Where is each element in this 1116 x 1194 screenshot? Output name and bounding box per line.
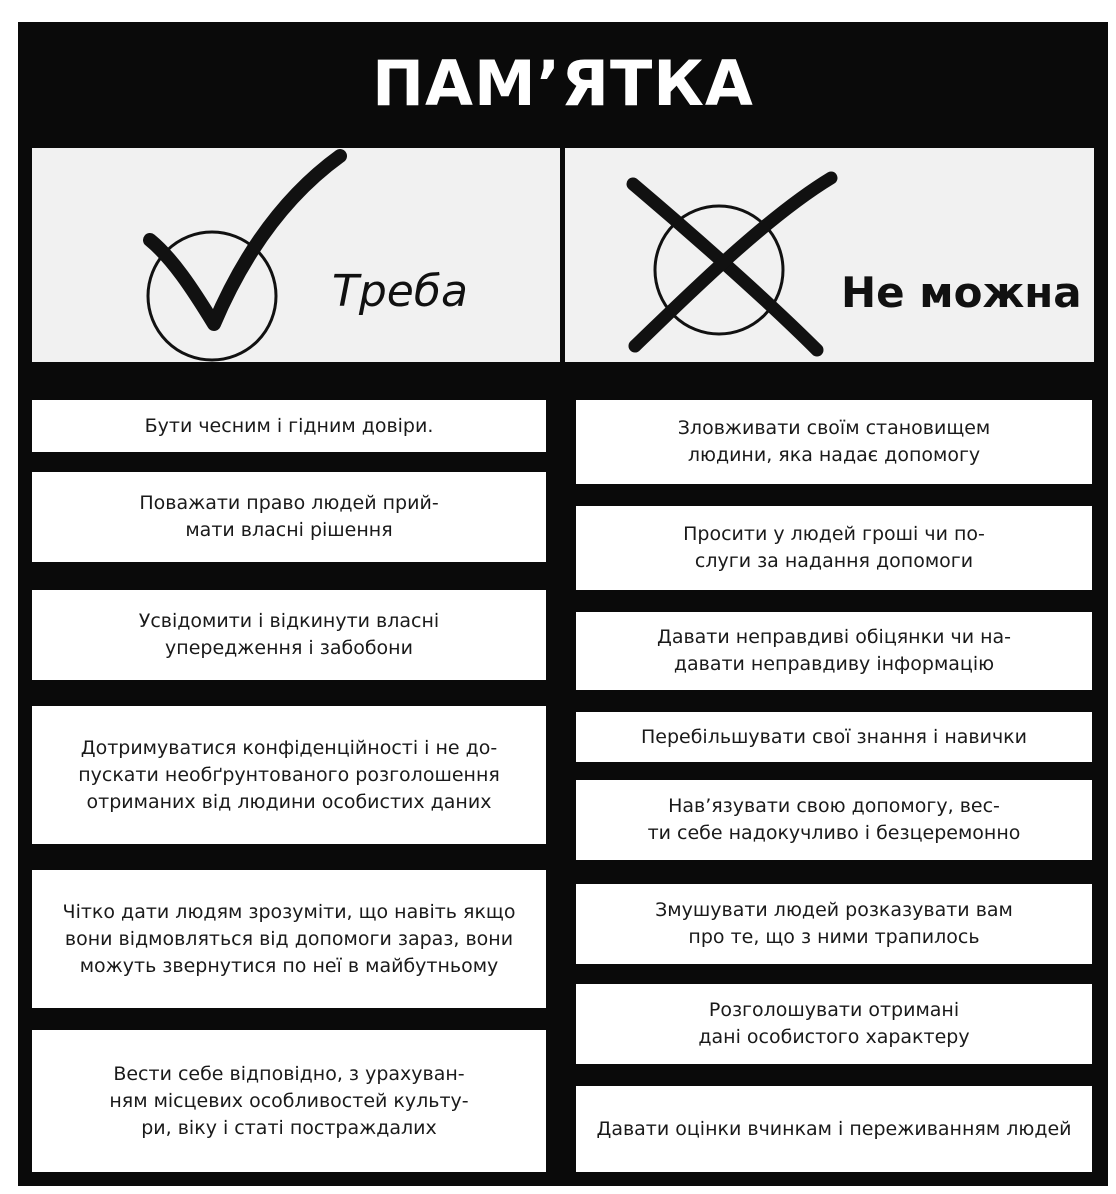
dont-item: Нав’язувати свою допомогу, вес- ти себе надокучливо і безцеремонно [576,780,1092,860]
dont-item: Змушувати людей розказувати вам про те, що з ними трапилось [576,884,1092,964]
memo-title: ПАМ’ЯТКА [372,46,754,120]
do-item: Поважати право людей прий- мати власні рішення [32,472,546,562]
dont-item: Зловживати своїм становищем людини, яка надає допомогу [576,400,1092,484]
do-item: Вести себе відповідно, з урахуван- ням місцевих особливостей культу- ри, віку і статі постраждалих [32,1030,546,1172]
do-label: Треба [332,266,468,317]
do-item: Усвідомити і відкинути власні упередження і забобони [32,590,546,680]
do-item: Чітко дати людям зрозуміти, що навіть якщо вони відмовляться від допомоги зараз, вони можуть звернутися по неї в майбутньому [32,870,546,1008]
dont-item: Просити у людей гроші чи по- слуги за надання допомоги [576,506,1092,590]
do-item: Дотримуватися конфіденційності і не до- пускати необґрунтованого розголошення отриманих від людини особистих даних [32,706,546,844]
dont-header [565,148,1094,362]
do-item: Бути чесним і гідним довіри. [32,400,546,452]
memo-frame [18,22,1108,1186]
check-circle-icon [32,148,560,362]
dont-item: Давати оцінки вчинкам і переживанням людей [576,1086,1092,1172]
do-header [32,148,560,362]
dont-item: Розголошувати отримані дані особистого характеру [576,984,1092,1064]
cross-circle-icon [565,148,1094,362]
dont-item: Перебільшувати свої знання і навички [576,712,1092,762]
dont-item: Давати неправдиві обіцянки чи на- давати неправдиву інформацію [576,612,1092,690]
dont-label: Не можна [841,268,1082,317]
